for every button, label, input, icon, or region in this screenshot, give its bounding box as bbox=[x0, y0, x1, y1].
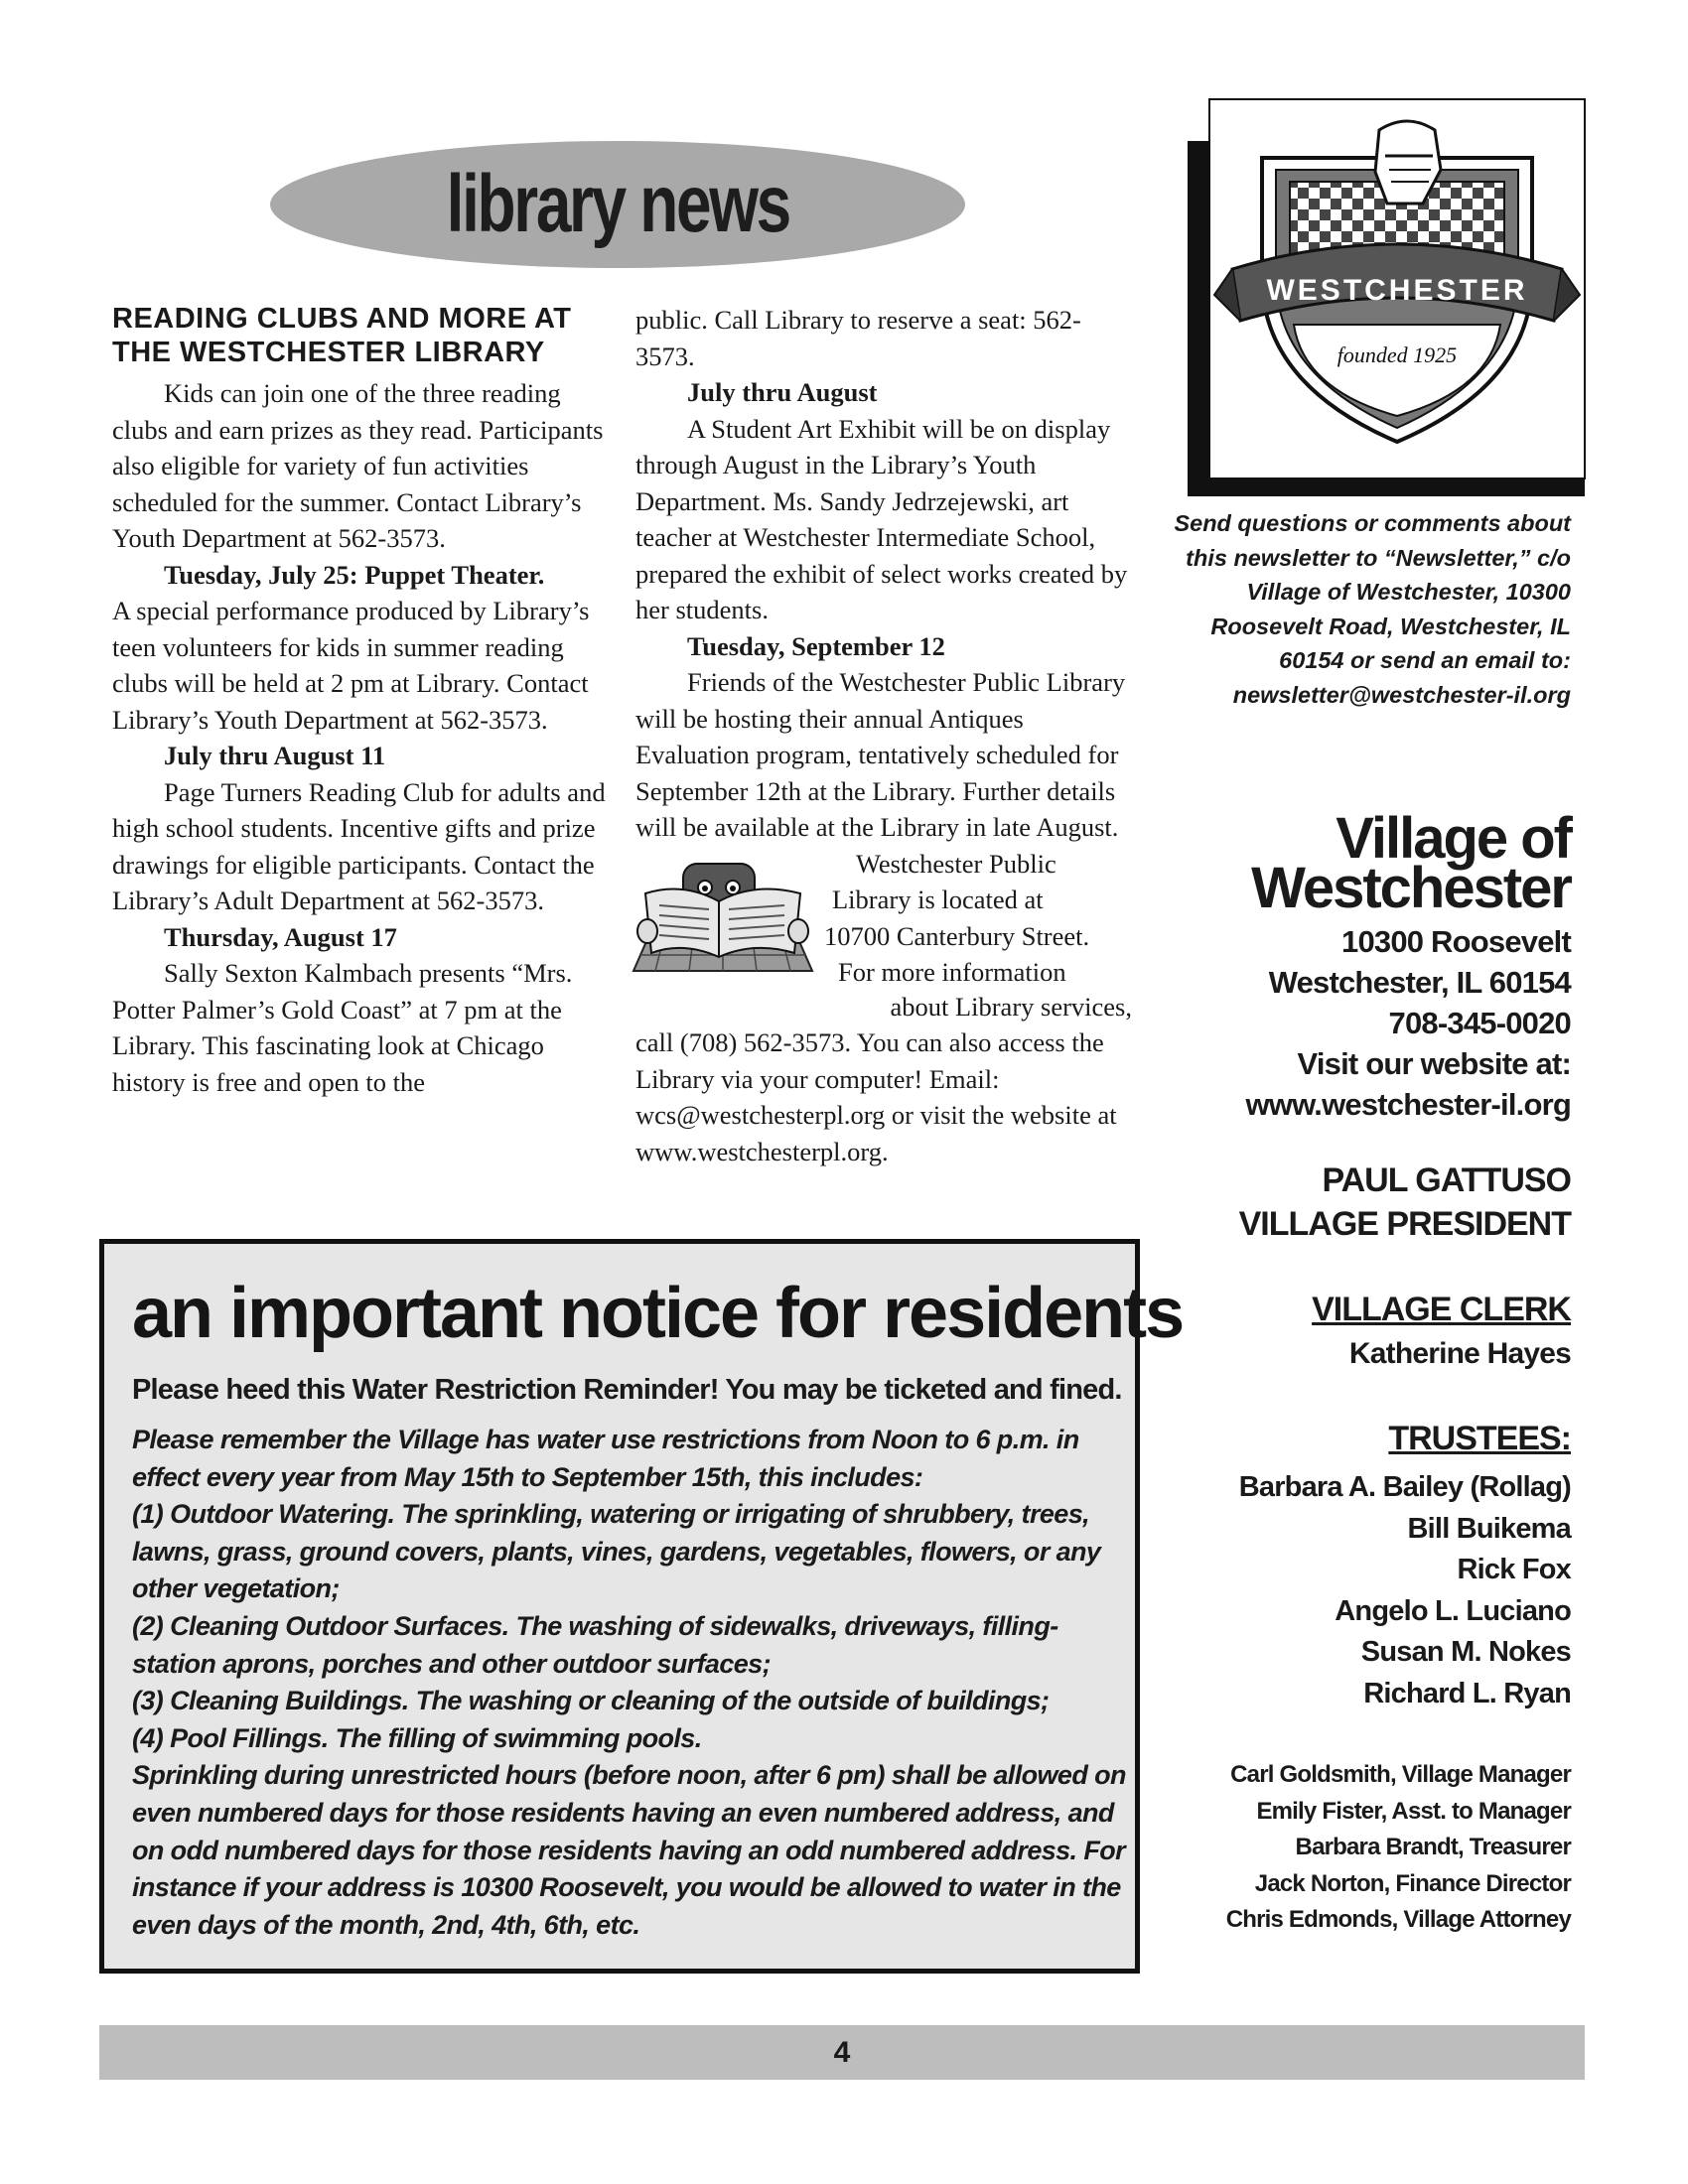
village-phone: 708-345-0020 bbox=[1388, 1006, 1571, 1040]
staff-member: Chris Edmonds, Village Attorney bbox=[1225, 1906, 1571, 1933]
president-name: PAUL GATTUSO bbox=[1322, 1161, 1571, 1199]
trustee-name: Susan M. Nokes bbox=[1360, 1636, 1571, 1668]
village-address-city: Westchester, IL 60154 bbox=[1268, 965, 1571, 1000]
president-title: VILLAGE PRESIDENT bbox=[1238, 1205, 1571, 1243]
website-label: Visit our website at: bbox=[1297, 1046, 1571, 1081]
banner-title bbox=[270, 141, 965, 268]
notice-line: instance if your address is 10300 Roosevelt, you would be allowed to water in the bbox=[132, 1872, 1121, 1903]
notice-line: (2) Cleaning Outdoor Surfaces. The washing of sidewalks, driveways, filling- bbox=[132, 1610, 1058, 1641]
logo-banner-text: WESTCHESTER bbox=[1266, 274, 1528, 307]
event-title-kalmbach: Thursday, August 17 bbox=[164, 921, 397, 952]
notice-line: lawns, grass, ground covers, plants, vines, gardens, vegetables, flowers, or any bbox=[132, 1536, 1101, 1567]
notice-line: even numbered days for those residents having an even numbered address, and bbox=[132, 1797, 1114, 1828]
article-heading-line1: READING CLUBS AND MORE AT bbox=[112, 303, 572, 335]
crest-icon bbox=[1210, 100, 1584, 478]
logo-founded-text: founded 1925 bbox=[1336, 342, 1458, 367]
trustee-name: Bill Buikema bbox=[1407, 1512, 1571, 1545]
event-text-puppet: A special performance produced by Library’s teen volunteers for kids in summer reading clubs will be held at 2 pm at Library. Contact Library’s Youth Department at 562-3573. bbox=[112, 596, 590, 735]
trustee-name: Angelo L. Luciano bbox=[1335, 1594, 1571, 1627]
page-number: 4 bbox=[833, 2035, 851, 2069]
trustee-name: Barbara A. Bailey (Rollag) bbox=[1238, 1471, 1571, 1503]
trustee-name: Richard L. Ryan bbox=[1363, 1677, 1571, 1709]
location-line: Westchester Public bbox=[856, 848, 1056, 879]
reading-newspaper-icon bbox=[624, 854, 822, 989]
location-line: Library is located at bbox=[832, 885, 1044, 914]
notice-line: on odd numbered days for those residents having an odd numbered address. For bbox=[132, 1835, 1126, 1865]
library-contact-text: call (708) 562-3573. You can also access the Library via your computer! Email: wcs@westchesterpl.org or visit the website at www.westchesterpl.org. bbox=[635, 1027, 1117, 1166]
notice-line: other vegetation; bbox=[132, 1573, 340, 1604]
event-title-puppet: Tuesday, July 25: Puppet Theater. bbox=[164, 559, 545, 590]
trustees-list bbox=[1239, 1467, 1571, 1714]
westchester-logo bbox=[1208, 98, 1586, 479]
event-text-art-exhibit: A Student Art Exhibit will be on display through August in the Library’s Youth Department. Ms. Sandy Jedrzejewski, art teacher at Westchester Intermediate School, prepared the exhibit of select works created by her students. bbox=[635, 413, 1128, 624]
village-name-line2: Westchester bbox=[1251, 856, 1571, 920]
article-column-1 bbox=[112, 302, 609, 1100]
library-location-lines bbox=[824, 846, 1140, 991]
location-line: For more information bbox=[838, 957, 1066, 987]
event-text-page-turners: Page Turners Reading Club for adults and high school students. Incentive gifts and prize drawings for eligible participants. Contact the Library’s Adult Department at 562-3573. bbox=[112, 776, 606, 915]
notice-line: (1) Outdoor Watering. The sprinkling, watering or irrigating of shrubbery, trees, bbox=[132, 1499, 1090, 1530]
clerk-name: Katherine Hayes bbox=[1348, 1337, 1571, 1370]
notice-line: (4) Pool Fillings. The filling of swimming pools. bbox=[132, 1722, 702, 1753]
event-title-page-turners: July thru August 11 bbox=[164, 741, 386, 770]
staff-member: Barbara Brandt, Treasurer bbox=[1295, 1834, 1571, 1860]
notice-line: Please remember the Village has water use restrictions from Noon to 6 p.m. in bbox=[132, 1425, 1079, 1454]
library-location-block bbox=[635, 846, 1140, 991]
village-address-street: 10300 Roosevelt bbox=[1341, 924, 1571, 959]
village-name-line1: Village of bbox=[1336, 806, 1571, 871]
article-continued: public. Call Library to reserve a seat: 562-3573. bbox=[635, 305, 1081, 371]
notice-line: Sprinkling during unrestricted hours (before noon, after 6 pm) shall be allowed on bbox=[132, 1760, 1126, 1791]
notice-line: station aprons, porches and other outdoor surfaces; bbox=[132, 1648, 771, 1679]
notice-subtitle: Please heed this Water Restriction Reminder! You may be ticketed and fined. bbox=[132, 1374, 1122, 1406]
article-column-2 bbox=[635, 302, 1140, 1169]
village-website-link[interactable]: www.westchester-il.org bbox=[1245, 1087, 1571, 1122]
notice-line: even days of the month, 2nd, 4th, 6th, etc. bbox=[132, 1909, 640, 1940]
location-line: about Library services, bbox=[890, 991, 1132, 1022]
newsletter-contact-note: Send questions or comments about this newsletter to “Newsletter,” c/o Village of Westchester, 10300 Roosevelt Road, Westchester, IL 60154 or send an email to: newsletter@westchester-il.org bbox=[1174, 510, 1571, 708]
event-title-art-exhibit: July thru August bbox=[687, 377, 878, 407]
page-number-bar bbox=[99, 2025, 1585, 2080]
clerk-title: VILLAGE CLERK bbox=[1312, 1291, 1571, 1328]
article-heading bbox=[112, 302, 609, 369]
staff-member: Jack Norton, Finance Director bbox=[1254, 1869, 1571, 1897]
banner-title-text: library news bbox=[446, 159, 789, 249]
notice-title: an important notice for residents bbox=[132, 1274, 1184, 1353]
event-title-antiques: Tuesday, September 12 bbox=[687, 630, 945, 661]
staff-member: Emily Fister, Asst. to Manager bbox=[1256, 1797, 1571, 1825]
event-text-antiques: Friends of the Westchester Public Library will be hosting their annual Antiques Evaluation program, tentatively scheduled for September 12th at the Library. Further details will be available at the Library in late August. bbox=[635, 667, 1126, 842]
event-text-kalmbach: Sally Sexton Kalmbach presents “Mrs. Potter Palmer’s Gold Coast” at 7 pm at the Library. This fascinating look at Chicago history is free and open to the bbox=[112, 958, 573, 1097]
trustee-name: Rick Fox bbox=[1457, 1554, 1571, 1585]
staff-list bbox=[1226, 1757, 1571, 1939]
notice-line: effect every year from May 15th to September 15th, this includes: bbox=[132, 1461, 923, 1492]
location-line: 10700 Canterbury Street. bbox=[824, 920, 1090, 951]
article-intro: Kids can join one of the three reading clubs and earn prizes as they read. Participants also eligible for variety of fun activities scheduled for the summer. Contact Library’s Youth Department at 562-3573. bbox=[112, 378, 604, 553]
notice-body bbox=[132, 1422, 1125, 1944]
staff-member: Carl Goldsmith, Village Manager bbox=[1230, 1761, 1571, 1788]
article-heading-line2: THE WESTCHESTER LIBRARY bbox=[112, 337, 545, 368]
notice-line: (3) Cleaning Buildings. The washing or cleaning of the outside of buildings; bbox=[132, 1686, 1050, 1716]
trustees-title: TRUSTEES: bbox=[1388, 1420, 1571, 1457]
